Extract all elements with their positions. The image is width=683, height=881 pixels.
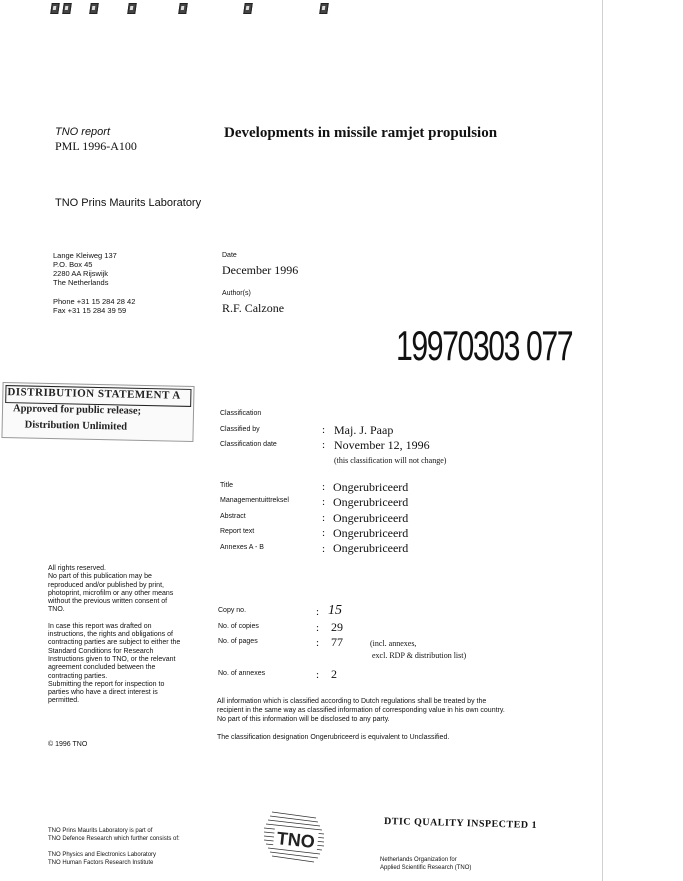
annexes-value: 2 xyxy=(331,667,337,681)
classification-date-label: Classification date xyxy=(220,441,277,448)
page-title: Developments in missile ramjet propulsion xyxy=(224,125,498,141)
lab-name: TNO Prins Maurits Laboratory xyxy=(55,197,202,209)
report-type: TNO report xyxy=(55,126,111,138)
classified-by-value: Maj. J. Paap xyxy=(334,423,394,437)
copies-value: 29 xyxy=(331,620,343,634)
item-value: Ongerubriceerd xyxy=(333,495,409,509)
annexes-label: No. of annexes xyxy=(218,670,266,677)
distribution-stamp: DISTRIBUTION STATEMENT A Approved for public release; Distribution Unlimited xyxy=(1,382,194,442)
pages-note-2: excl. RDP & distribution list) xyxy=(372,651,467,660)
tno-logo-icon xyxy=(256,808,328,866)
item-label: Annexes A - B xyxy=(220,544,264,551)
copies-label: No. of copies xyxy=(218,623,259,630)
pages-note-1: (incl. annexes, xyxy=(370,639,417,648)
date-value: December 1996 xyxy=(222,263,299,277)
rights-text: All rights reserved. No part of this publication may be reproduced and/or published by print, photoprint, microfilm or any other means without the previous written consent of TNO. In case this report was drafted on instructions, the rights and obligations of contracting parties are subject to either the Standard Conditions for Research Instructions given to TNO, or the relevant agreement concluded between the contracting parties. Submitting the report for inspection to parties who have a direct interest is permitted. xyxy=(48,565,181,705)
footer-affiliation: TNO Prins Maurits Laboratory is part of TNO Defence Research which further consists of: TNO Physics and Electronics Laboratory TNO Human Factors Research Institute xyxy=(48,828,180,866)
svg-text:TNO: TNO xyxy=(275,828,316,852)
binding-hole-icon xyxy=(50,3,60,14)
copy-no-label: Copy no. xyxy=(218,607,247,614)
binding-hole-icon xyxy=(243,3,253,14)
item-label: Report text xyxy=(220,528,255,535)
binding-hole-icon xyxy=(89,3,99,14)
classified-by-label: Classified by xyxy=(220,426,260,433)
notice-paragraph: All information which is classified according to Dutch regulations shall be treated by the recipient in the same way as classified information of corresponding value in his own country. No part of this information will be disclosed to any party. xyxy=(217,698,505,723)
binding-hole-icon xyxy=(62,3,72,14)
notice-unclassified: The classification designation Ongerubriceerd is equivalent to Unclassified. xyxy=(217,734,450,741)
binding-hole-icon xyxy=(319,3,329,14)
page-edge-line xyxy=(602,0,603,881)
author-value: R.F. Calzone xyxy=(222,301,285,315)
pages-label: No. of pages xyxy=(218,638,258,645)
dtic-stamp: DTIC QUALITY INSPECTED 1 xyxy=(383,815,538,832)
report-number: PML 1996-A100 xyxy=(55,139,137,153)
classification-note: (this classification will not change) xyxy=(334,456,447,465)
barcode-number: 19970303 077 xyxy=(396,322,573,369)
copy-no-value: 15 xyxy=(328,603,342,618)
item-label: Abstract xyxy=(220,513,246,520)
binding-hole-icon xyxy=(127,3,137,14)
item-value: Ongerubriceerd xyxy=(333,526,409,540)
item-label: Title xyxy=(220,482,233,489)
item-label: Managementuittreksel xyxy=(220,497,289,504)
classification-date-value: November 12, 1996 xyxy=(334,438,430,452)
author-label: Author(s) xyxy=(222,290,251,297)
copyright: © 1996 TNO xyxy=(48,741,88,748)
item-value: Ongerubriceerd xyxy=(333,541,409,555)
classification-heading: Classification xyxy=(220,410,262,417)
pages-value: 77 xyxy=(331,635,343,649)
contact: Phone +31 15 284 28 42 Fax +31 15 284 39 59 xyxy=(53,297,136,315)
date-label: Date xyxy=(222,252,237,259)
item-value: Ongerubriceerd xyxy=(333,511,409,525)
binding-hole-icon xyxy=(178,3,188,14)
organization: Netherlands Organization for Applied Scientific Research (TNO) xyxy=(380,857,472,871)
address: Lange Kleiweg 137 P.O. Box 45 2280 AA Rijswijk The Netherlands xyxy=(53,251,117,287)
item-value: Ongerubriceerd xyxy=(333,480,409,494)
